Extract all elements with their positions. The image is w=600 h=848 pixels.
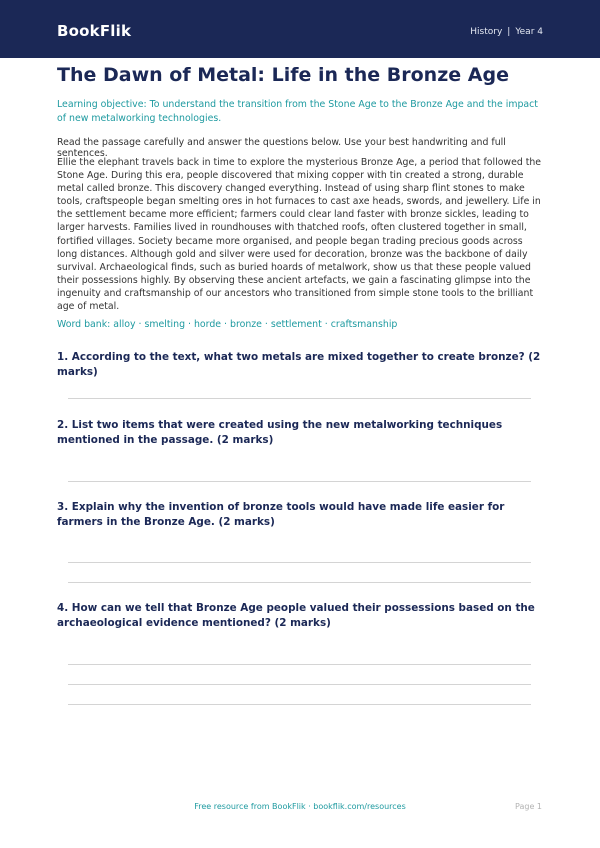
- instructions: Read the passage carefully and answer the questions below. Use your best handwriting and full sentences.: [57, 137, 506, 159]
- word-bank: Word bank: alloy · smelting · horde · bronze · settlement · craftsmanship: [57, 319, 398, 330]
- footer-resource-link[interactable]: Free resource from BookFlik · bookflik.com/resources: [194, 802, 406, 811]
- reading-passage: Ellie the elephant travels back in time to explore the mysterious Bronze Age, a period that followed the Stone Age. During this era, people discovered that mixing copper with tin created a strong, durable metal called bronze. This discovery changed everything. Instead of using sharp flint stones to make tools, craftspeople began smelting ores in hot furnaces to cast axe heads, swords, and jewellery. Life in the settlement became more efficient; farmers could clear land faster with bronze sickles, leading to larger harvests. Families lived in roundhouses with thatched roofs, often clustered together in small, fortified villages. Society became more organised, and people began trading precious goods across long distances. Although gold and silver were used for decoration, bronze was the backbone of daily survival. Archaeological finds, such as buried hoards of metalwork, show us that these people valued their possessions highly. By observing these ancient artefacts, we gain a fascinating glimpse into the ingenuity and craftsmanship of our ancestors who transitioned from simple stone tools to the brilliant age of metal.: [57, 157, 542, 313]
- question-2: 2. List two items that were created using the new metalworking techniques mentioned in the passage. (2 marks): [57, 419, 503, 446]
- year-label: Year 4: [515, 27, 543, 37]
- answer-line-4c[interactable]: [68, 704, 531, 705]
- subject-year: [470, 27, 543, 37]
- answer-line-4b[interactable]: [68, 684, 531, 685]
- page-title: The Dawn of Metal: Life in the Bronze Age: [57, 64, 509, 86]
- answer-line-3b[interactable]: [68, 582, 531, 583]
- header-bar: [0, 0, 600, 58]
- answer-line-3a[interactable]: [68, 562, 531, 563]
- question-3: 3. Explain why the invention of bronze tools would have made life easier for farmers in the Bronze Age. (2 marks): [57, 501, 505, 528]
- answer-line-2a[interactable]: [68, 481, 531, 482]
- question-1: 1. According to the text, what two metals are mixed together to create bronze? (2 marks): [57, 351, 541, 378]
- brand-logo: BookFlik: [57, 22, 132, 40]
- answer-line-1a[interactable]: [68, 398, 531, 399]
- page-number: Page 1: [515, 802, 542, 811]
- answer-line-4a[interactable]: [68, 664, 531, 665]
- question-4: 4. How can we tell that Bronze Age people valued their possessions based on the archaeological evidence mentioned? (2 marks): [57, 602, 535, 629]
- learning-objective: Learning objective: To understand the transition from the Stone Age to the Bronze Age and the impact of new metalworking technologies.: [57, 99, 538, 124]
- meta-separator: |: [507, 27, 511, 37]
- subject-label: History: [470, 27, 503, 37]
